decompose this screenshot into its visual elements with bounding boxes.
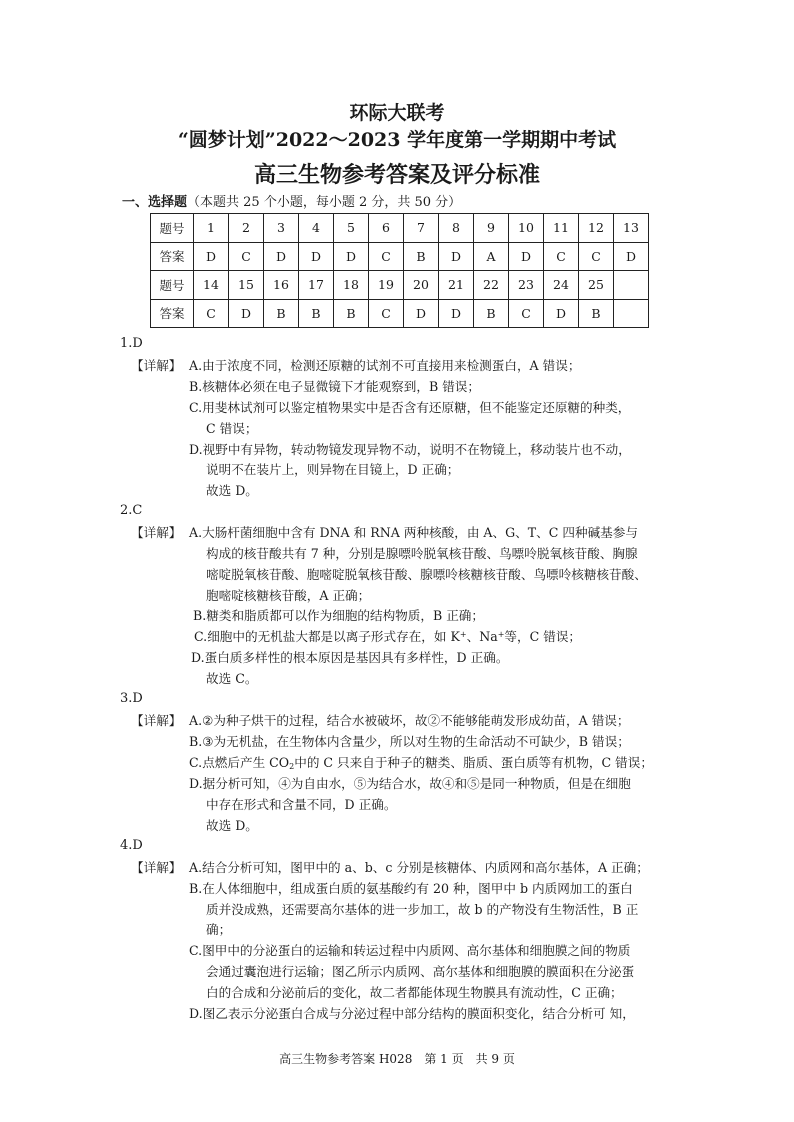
answer-cell: B: [579, 299, 614, 328]
answer-cell: D: [439, 242, 474, 271]
q2-option-b: B.糖类和脂质都可以作为细胞的结构物质，B 正确；: [193, 608, 484, 623]
question-number-cell: 3: [264, 214, 299, 243]
section-note: （本题共 25 个小题，每小题 2 分，共 50 分）: [187, 195, 462, 210]
q3-option-b: B.③为无机盐，在生物体内含量少，所以对生物的生命活动不可缺少，B 错误；: [189, 734, 630, 749]
question-4-number: 4.D: [120, 838, 143, 853]
na-charge: +: [497, 630, 505, 639]
answer-cell: B: [264, 299, 299, 328]
detail-tag: 【详解】: [131, 525, 182, 540]
q2-option-d: D.蛋白质多样性的根本原因是基因具有多样性，D 正确。: [191, 650, 509, 665]
question-number-cell: 23: [509, 271, 544, 300]
q3-option-c: [189, 754, 653, 772]
answer-cell: [614, 299, 649, 328]
q2-conclusion: 故选 C。: [206, 671, 258, 686]
answer-cell: D: [439, 299, 474, 328]
question-number-cell: 17: [299, 271, 334, 300]
question-3-number: 3.D: [120, 691, 143, 706]
answer-cell: B: [474, 299, 509, 328]
header-exam-title: “圆梦计划”2022～2023 学年度第一学期期中考试: [177, 129, 617, 151]
answer-cell: C: [509, 299, 544, 328]
answer-cell: D: [299, 242, 334, 271]
question-number-cell: 16: [264, 271, 299, 300]
q4-option-a: A.结合分析可知，图甲中的 a、b、c 分别是核糖体、内质网和高尔基体，A 正确；: [189, 860, 649, 875]
answer-row: [151, 299, 649, 328]
answer-cell: C: [369, 299, 404, 328]
answer-cell: B: [334, 299, 369, 328]
answer-cell: D: [404, 299, 439, 328]
q3-conclusion: 故选 D。: [206, 818, 258, 833]
answer-cell: D: [509, 242, 544, 271]
question-number-cell: 5: [334, 214, 369, 243]
answer-cell: D: [614, 242, 649, 271]
header-line-1: 环际大联考: [349, 102, 445, 124]
question-number-cell: 12: [579, 214, 614, 243]
q4-option-d: D.图乙表示分泌蛋白合成与分泌过程中部分结构的膜面积变化，结合分析可 知，: [189, 1006, 635, 1021]
q2-option-a-cont-1: 构成的核苷酸共有 7 种，分别是腺嘌呤脱氧核苷酸、鸟嘌呤脱氧核苷酸、胸腺: [206, 546, 638, 561]
q3-option-d: D.据分析可知，④为自由水，⑤为结合水，故④和⑤是同一种物质，但是在细胞: [189, 776, 631, 791]
q4-option-b-cont-2: 确；: [206, 922, 232, 937]
q2-option-c-na: 、Na: [466, 629, 498, 644]
question-number-cell: 13: [614, 214, 649, 243]
page-footer: 高三生物参考答案 H028 第 1 页 共 9 页: [279, 1052, 515, 1066]
question-number-cell: 22: [474, 271, 509, 300]
detail-tag: 【详解】: [131, 713, 182, 728]
answer-cell: D: [334, 242, 369, 271]
answer-cell: D: [544, 299, 579, 328]
question-number-cell: 7: [404, 214, 439, 243]
question-number-cell: 24: [544, 271, 579, 300]
question-number-cell: 9: [474, 214, 509, 243]
answer-row-label: 答案: [151, 242, 194, 271]
question-number-cell: 14: [194, 271, 229, 300]
q2-option-c: [194, 628, 581, 646]
question-number-cell: 15: [229, 271, 264, 300]
q2-option-a: A.大肠杆菌细胞中含有 DNA 和 RNA 两种核酸，由 A、G、T、C 四种碱基参与: [189, 525, 638, 540]
answer-cell: D: [229, 299, 264, 328]
q2-option-c-text: C.细胞中的无机盐大都是以离子形式存在，如 K: [194, 629, 460, 644]
q2-option-c-tail: 等，C 错误；: [504, 629, 582, 644]
page-title: 高三生物参考答案及评分标准: [253, 162, 540, 188]
q3-option-c-tail: 中的 C 只来自于种子的糖类、脂质、蛋白质等有机物，C 错误；: [294, 755, 653, 770]
question-number-row-label: 题号: [151, 271, 194, 300]
q1-option-d: D.视野中有异物，转动物镜发现异物不动，说明不在物镜上，移动装片也不动，: [189, 442, 631, 457]
q1-conclusion: 故选 D。: [206, 483, 258, 498]
answer-cell: B: [299, 299, 334, 328]
question-number-cell: 11: [544, 214, 579, 243]
answer-cell: B: [404, 242, 439, 271]
q2-option-a-cont-3: 胞嘧啶核糖核苷酸，A 正确；: [206, 588, 371, 603]
answer-cell: C: [544, 242, 579, 271]
q1-option-d-cont: 说明不在装片上，则异物在目镜上，D 正确；: [206, 462, 460, 477]
q1-option-a: A.由于浓度不同，检测还原糖的试剂不可直接用来检测蛋白，A 错误；: [189, 358, 581, 373]
answer-cell: A: [474, 242, 509, 271]
question-number-row: [151, 214, 649, 243]
section-heading: [122, 191, 461, 210]
q1-option-c-cont: C 错误；: [206, 421, 258, 436]
question-number-cell: 1: [194, 214, 229, 243]
question-number-cell: 8: [439, 214, 474, 243]
question-number-cell: 25: [579, 271, 614, 300]
answer-cell: C: [229, 242, 264, 271]
q4-option-c-cont-2: 白的合成和分泌前后的变化，故二者都能体现生物膜具有流动性，C 正确；: [206, 985, 623, 1000]
q3-option-d-cont: 中存在形式和含量不同，D 正确。: [206, 797, 397, 812]
question-number-cell: 4: [299, 214, 334, 243]
question-number-cell: 20: [404, 271, 439, 300]
answer-table: [150, 213, 649, 328]
answer-cell: D: [194, 242, 229, 271]
question-number-cell: [614, 271, 649, 300]
question-1-number: 1.D: [120, 336, 143, 351]
question-2-number: 2.C: [120, 503, 143, 518]
answer-cell: D: [264, 242, 299, 271]
question-number-cell: 19: [369, 271, 404, 300]
q4-option-b-cont-1: 质并没成熟，还需要高尔基体的进一步加工，故 b 的产物没有生物活性，B 正: [206, 902, 639, 917]
section-label: 一、选择题: [122, 195, 188, 210]
answer-row: [151, 242, 649, 271]
answer-cell: C: [579, 242, 614, 271]
k-charge: +: [459, 630, 467, 639]
answer-row-label: 答案: [151, 299, 194, 328]
q1-option-c: C.用斐林试剂可以鉴定植物果实中是否含有还原糖，但不能鉴定还原糖的种类，: [189, 400, 631, 415]
co2-subscript: 2: [289, 762, 295, 771]
question-number-cell: 2: [229, 214, 264, 243]
q4-option-c-cont-1: 会通过囊泡进行运输；图乙所示内质网、高尔基体和细胞膜的膜面积在分泌蛋: [206, 964, 635, 979]
q4-option-c: C.图甲中的分泌蛋白的运输和转运过程中内质网、高尔基体和细胞膜之间的物质: [189, 943, 631, 958]
answer-cell: C: [194, 299, 229, 328]
answer-cell: C: [369, 242, 404, 271]
q4-option-b: B.在人体细胞中，组成蛋白质的氨基酸约有 20 种，图甲中 b 内质网加工的蛋白: [189, 881, 633, 896]
question-number-cell: 18: [334, 271, 369, 300]
question-number-row-label: 题号: [151, 214, 194, 243]
question-number-cell: 6: [369, 214, 404, 243]
q3-option-a: A.②为种子烘干的过程，结合水被破坏，故②不能够能萌发形成幼苗，A 错误；: [189, 713, 630, 728]
question-number-cell: 10: [509, 214, 544, 243]
q2-option-a-cont-2: 嘧啶脱氧核苷酸、胞嘧啶脱氧核苷酸、腺嘌呤核糖核苷酸、鸟嘌呤核糖核苷酸、: [206, 567, 647, 582]
q3-option-c-text: C.点燃后产生 CO: [189, 755, 290, 770]
question-number-cell: 21: [439, 271, 474, 300]
detail-tag: 【详解】: [131, 358, 182, 373]
q1-option-b: B.核糖体必须在电子显微镜下才能观察到，B 错误；: [189, 379, 480, 394]
detail-tag: 【详解】: [131, 860, 182, 875]
question-number-row: [151, 271, 649, 300]
